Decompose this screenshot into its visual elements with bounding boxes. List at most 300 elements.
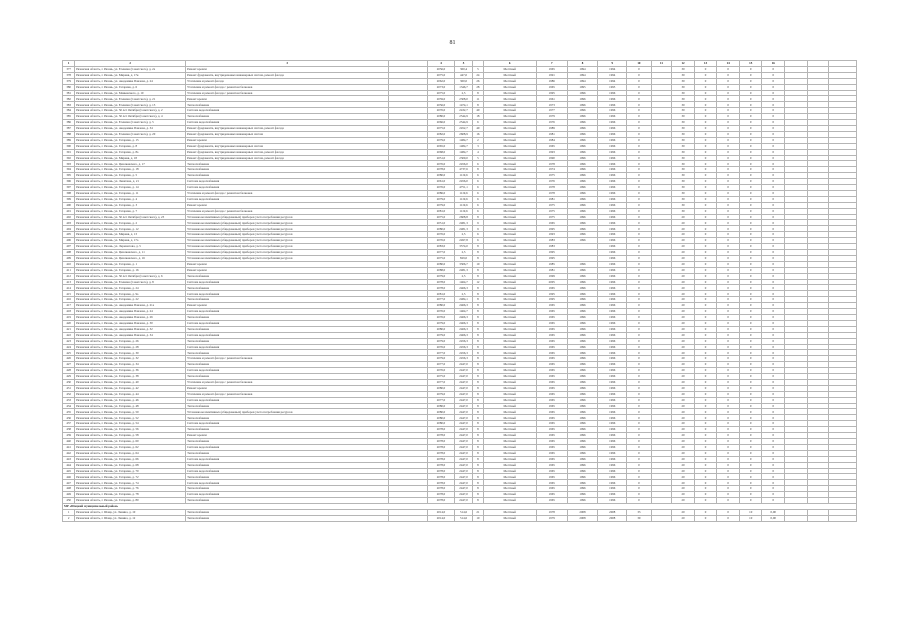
table-cell: 0 [717,267,740,273]
table-cell: Местный [483,267,536,273]
table-cell: 0 [739,444,762,450]
table-cell: Рязанская область, г. Рязань, ул. Гагарина, д. 44 [75,391,186,397]
table-cell: 2080,0 [428,409,455,415]
table-cell: 0 [717,149,740,155]
table-cell [651,515,672,521]
table-cell: 0 [694,462,717,468]
table-cell: Рязанская область, г. Рязань, ул. Гагарина, д. 58 [75,433,186,439]
table-cell: 0 [762,368,785,374]
table-cell: 2481,3 [454,220,472,226]
table-cell: 1996 [598,444,627,450]
table-cell: 1996 [598,226,627,232]
table-cell: 1484,7 [454,149,472,155]
table-cell: 1996 [598,492,627,498]
table-cell: Рязанская область, г. Рязань, ул. Академика Павлова, д. 24 [75,309,186,315]
table-cell [785,515,808,521]
table-cell: 2080,0 [428,326,455,332]
table-cell: 1996 [567,309,598,315]
table-cell: 8 [473,498,483,504]
table-cell: Ремонт кровли [186,137,389,143]
table-cell: 20 [672,456,695,462]
table-cell: 0 [627,78,652,84]
table-cell: 2456,0 [454,179,472,185]
table-cell: 0 [694,226,717,232]
table-cell: 1965 [536,66,567,72]
table-cell: 2076,0 [428,232,455,238]
table-cell: 0 [627,350,652,356]
table-cell: 10 [739,509,762,515]
table-cell: 10 [473,261,483,267]
column-header: 4 [428,61,455,67]
table-cell: Местный [483,255,536,261]
table-cell: 30 [672,149,695,155]
table-cell: 1996 [598,238,627,244]
table-cell: 1996 [598,326,627,332]
table-cell: 0 [694,190,717,196]
table-cell: 1995 [536,291,567,297]
table-cell: 1996 [598,498,627,504]
table-cell: Рязанская область, г. Рязань, ул. Гагарина, д. 7 [75,208,186,214]
table-cell: 2452,7 [454,125,472,131]
table-cell: 1965 [536,326,567,332]
table-cell: 0 [627,267,652,273]
table-cell: 0 [694,368,717,374]
table-cell: 0 [627,391,652,397]
table-cell: 391 [63,149,75,155]
table-cell: 0 [762,143,785,149]
table-cell: 1996 [598,338,627,344]
table-cell: 0 [627,444,652,450]
table-cell: 0 [627,255,652,261]
table-cell: 0 [739,255,762,261]
table-cell: 0 [762,468,785,474]
table-cell: 12 [473,279,483,285]
table-cell: 1996 [567,385,598,391]
table-cell: 8 [473,444,483,450]
table-cell: 1996 [598,114,627,120]
table-cell: 0 [717,385,740,391]
column-header: 16 [762,61,785,67]
table-cell: 0 [694,244,717,250]
table-cell: 2080,0 [428,385,455,391]
table-cell: 6 [473,208,483,214]
table-cell: 1996 [598,439,627,445]
table-cell: Местный [483,303,536,309]
table-cell: 2076,0 [428,344,455,350]
table-cell: 2447,0 [454,433,472,439]
table-cell: 380 [63,84,75,90]
table-cell: Местный [483,208,536,214]
table-cell: 6 [473,185,483,191]
table-cell: 1996 [598,409,627,415]
table-cell: Местный [483,509,536,515]
table-cell: 1996 [598,167,627,173]
table-cell: 20 [672,486,695,492]
table-cell: 1996 [567,320,598,326]
table-cell: 0 [694,267,717,273]
table-cell: 0 [762,350,785,356]
table-cell: 0 [694,137,717,143]
table-cell: 2080,0 [428,403,455,409]
table-cell: 1996 [598,320,627,326]
table-cell: Рязанская область, г. Рязань, ул. Гагарина, д. 74 [75,480,186,486]
table-cell: 3574,0 [454,244,472,250]
table-cell: 39 [627,515,652,521]
table-cell: 0 [739,385,762,391]
table-cell: 2066,0 [428,120,455,126]
table-cell: 3 [473,143,483,149]
table-cell: 8 [473,421,483,427]
table-cell: Местный [483,66,536,72]
table-cell: 0 [739,368,762,374]
table-cell: 0 [739,120,762,126]
table-cell: Утепление и ремонт фасада с ремонтом балконов [186,190,389,196]
table-cell: 9 [473,226,483,232]
table-cell: 2447,0 [454,427,472,433]
table-cell: 0 [762,374,785,380]
table-cell: 20 [672,474,695,480]
table-cell: 20 [672,297,695,303]
table-cell: Система водоснабжения [186,120,389,126]
table-cell: Система водоснабжения [186,279,389,285]
table-cell: 1981 [536,196,567,202]
table-cell: 0 [762,161,785,167]
table-cell: Рязанская область, г. Рязань, ул. Циолковского, д. 11 [75,250,186,256]
table-cell: 829,0 [454,255,472,261]
table-cell: 8 [473,244,483,250]
table-cell: Система водоснабжения [186,468,389,474]
table-cell: 30 [672,143,695,149]
table-cell: Рязанская область, г. Рязань, ул. Гагарина, д. 5 [75,173,186,179]
table-cell: 0 [762,125,785,131]
table-cell: 2080,0 [428,114,455,120]
table-cell: 0 [717,185,740,191]
table-cell: 1999 [536,273,567,279]
table-cell: 0 [694,72,717,78]
table-cell: 1996 [598,486,627,492]
table-cell: 1996 [598,250,627,256]
table-cell: 2078,0 [428,444,455,450]
table-cell: 1996 [598,102,627,108]
table-cell: Местный [483,379,536,385]
table-cell: 0 [717,120,740,126]
table-cell: 0 [694,78,717,84]
table-cell: 0 [694,131,717,137]
table-cell: 411 [63,267,75,273]
table-cell: 8 [473,427,483,433]
table-cell: 1996 [567,456,598,462]
table-cell: 388 [63,131,75,137]
table-cell: 0 [717,486,740,492]
table-cell: 0 [694,385,717,391]
table-cell: 1984 [536,137,567,143]
table-cell: 1991 [536,72,567,78]
table-cell: 2014,0 [428,509,455,515]
table-cell: 2075,0 [428,374,455,380]
table-cell: Ремонт кровли [186,267,389,273]
table-cell: 1975 [536,208,567,214]
table-cell: 1996 [567,391,598,397]
table-cell: 1996 [567,108,598,114]
table-cell: 0 [627,90,652,96]
table-cell: 0 [717,167,740,173]
table-cell: 0 [739,285,762,291]
table-cell: 0 [694,421,717,427]
table-cell: Система водоснабжения [186,444,389,450]
table-cell: 1995 [598,84,627,90]
table-cell: 428 [63,368,75,374]
table-cell: 0 [762,108,785,114]
table-cell: 1989 [536,125,567,131]
table-cell: 447,0 [454,72,472,78]
table-cell: 1996 [598,208,627,214]
table-cell: 0 [739,433,762,439]
table-cell: Система водоснабжения [186,291,389,297]
table-cell: 2078,0 [428,468,455,474]
table-cell: 1996 [567,149,598,155]
table-cell: 0 [717,314,740,320]
table-cell: 0 [717,397,740,403]
table-cell: 8 [473,344,483,350]
table-cell: 0 [717,474,740,480]
table-cell: 1965 [536,474,567,480]
table-cell: 0 [739,84,762,90]
table-cell: 2078,0 [428,498,455,504]
table-cell: 1996 [567,261,598,267]
table-cell: 2078,0 [428,427,455,433]
table-cell: 1996 [567,338,598,344]
table-cell: 0 [694,486,717,492]
table-cell: 1995 [536,255,567,261]
table-cell: Теплоснабжение [186,462,389,468]
table-cell: Ремонт фундамента, внутридомовых инженерных систем, ремонт фасада [186,72,389,78]
table-cell: 2077,0 [428,362,455,368]
table-cell: Система водоснабжения [186,344,389,350]
table-cell: Местный [483,297,536,303]
table-cell: Ремонт кровли [186,385,389,391]
table-cell: 0 [717,433,740,439]
table-cell: 0 [739,362,762,368]
table-cell: Местный [483,250,536,256]
table-cell: 1994 [598,72,627,78]
document-table-wrapper [62,60,857,522]
table-cell: 2456,3 [454,356,472,362]
table-cell: Теплоснабжение [186,486,389,492]
table-cell: 0 [762,84,785,90]
table-cell: 0 [762,498,785,504]
table-cell: 383 [63,102,75,108]
table-cell: Теплоснабжение [186,374,389,380]
table-cell: Ремонт фундамента, внутридомовых инженерных систем, ремонт фасада [186,149,389,155]
table-cell: 0 [627,261,652,267]
table-cell: 0 [739,238,762,244]
table-cell: Теплоснабжение [186,102,389,108]
table-cell: 0 [627,468,652,474]
table-cell: 20 [672,226,695,232]
table-cell: 6 [473,202,483,208]
table-cell: 1996 [567,190,598,196]
table-cell: 0 [694,480,717,486]
table-cell: Местный [483,244,536,250]
table-cell: 8 [473,403,483,409]
table-cell: 440 [63,439,75,445]
table-cell: 20 [672,326,695,332]
table-cell: Утепление и ремонт фасада [186,78,389,84]
table-cell: 0 [627,344,652,350]
table-cell [807,515,829,521]
table-cell: Местный [483,374,536,380]
table-cell: Теплоснабжение [186,498,389,504]
table-cell: 1484,7 [454,137,472,143]
table-cell: 2447,0 [454,498,472,504]
table-cell: 20 [672,509,695,515]
table-cell: 33 [627,509,652,515]
table-cell: 2481,3 [454,226,472,232]
table-cell: Теплоснабжение [186,326,389,332]
table-cell: 2083,0 [428,244,455,250]
column-header: 2 [75,61,186,67]
column-header: 14 [717,61,740,67]
table-cell: 0 [627,439,652,445]
table-cell: 1996 [598,179,627,185]
table-cell: 436 [63,415,75,421]
table-cell: 20 [672,498,695,504]
table-cell: 0 [717,297,740,303]
table-cell: 2076,0 [428,185,455,191]
table-cell: Местный [483,78,536,84]
table-cell: 1996 [598,314,627,320]
column-header: 5 [454,61,472,67]
table-cell: 0 [717,285,740,291]
table-cell: 1119,6 [454,202,472,208]
table-cell: 0 [739,403,762,409]
table-cell: Теплоснабжение [186,161,389,167]
table-cell: 425 [63,350,75,356]
table-cell: 0 [762,332,785,338]
table-cell: 0 [717,72,740,78]
table-cell: 1996 [598,480,627,486]
table-cell: 0 [627,226,652,232]
table-cell: 8 [473,379,483,385]
table-cell: 20 [672,379,695,385]
table-cell: 0 [762,173,785,179]
table-cell: 422 [63,332,75,338]
table-cell: 2447,0 [454,368,472,374]
table-cell: Рязанская область, г. Рязань, ул. Гагарина, д. 40 [75,379,186,385]
table-cell: Рязанская область, г. Рязань, ул. Есенина (Советского), д. 21 [75,96,186,102]
table-cell: 0 [717,279,740,285]
table-cell: 20 [672,279,695,285]
table-cell: Местный [483,173,536,179]
table-cell: 0 [627,385,652,391]
table-cell: 0 [762,397,785,403]
table-cell: 1996 [598,125,627,131]
table-cell: 8 [473,285,483,291]
table-cell: 0 [627,167,652,173]
table-cell: 0 [627,462,652,468]
table-cell: 0 [739,326,762,332]
table-cell: 0 [717,427,740,433]
table-cell: 398 [63,190,75,196]
table-cell: Местный [483,344,536,350]
table-cell: 1965 [536,320,567,326]
table-cell: 20 [672,250,695,256]
table-cell: 0 [694,309,717,315]
table-cell: 1975 [536,202,567,208]
table-cell: 20 [672,492,695,498]
table-cell: 20 [672,338,695,344]
table-cell: 0 [762,232,785,238]
table-cell: 2447,0 [454,492,472,498]
table-cell: 1965 [536,143,567,149]
table-cell: 1965 [536,462,567,468]
table-cell: 0 [694,297,717,303]
table-cell: Местный [483,385,536,391]
table-cell: 0 [627,409,652,415]
table-cell: 0 [717,261,740,267]
table-cell: 0 [694,149,717,155]
table-cell: 0 [739,185,762,191]
table-cell: 8 [473,409,483,415]
table-cell: 2086,0 [428,190,455,196]
table-cell: 30 [672,185,695,191]
table-cell: 0 [627,202,652,208]
table-cell: 1996 [598,427,627,433]
table-cell: 0 [739,415,762,421]
table-cell: 2077,0 [428,397,455,403]
table-cell: 2544,9 [454,114,472,120]
table-cell: 1996 [567,421,598,427]
table-cell: 20 [672,232,695,238]
table-cell: 2079,0 [428,137,455,143]
table-cell: 386 [63,120,75,126]
table-cell: 514,6 [454,515,472,521]
table-cell: 2075,0 [428,125,455,131]
table-cell: 1996 [567,444,598,450]
table-cell: 2008 [598,515,627,521]
table-cell: 0 [694,179,717,185]
table-cell: 1978 [536,190,567,196]
table-cell: 2447,0 [454,421,472,427]
table-cell: Рязанская область, г. Рязань, ул. Гагарина, д. 36 [75,368,186,374]
table-cell: 0 [627,214,652,220]
table-cell: 1996 [598,303,627,309]
table-cell: 0 [694,427,717,433]
table-cell: 0 [762,456,785,462]
table-cell: 448 [63,486,75,492]
table-cell: 20 [672,385,695,391]
table-cell: 1978 [536,509,567,515]
table-cell: 0 [627,244,652,250]
table-cell: 20 [672,427,695,433]
table-cell: Рязанская область, г. Рязань, ул. Гагарина, д. 6 [75,84,186,90]
table-cell: Местный [483,220,536,226]
table-cell: 2456,3 [454,350,472,356]
table-cell: 0 [694,143,717,149]
table-cell: 1996 [598,143,627,149]
table-cell: 0 [627,108,652,114]
table-cell: 1996 [598,391,627,397]
table-cell: 0 [717,468,740,474]
table-cell: Система водоснабжения [186,421,389,427]
table-cell: 2 [473,137,483,143]
table-cell: 401 [63,208,75,214]
table-cell: Рязанская область, г. Рязань, ул. Академика Павлова, д. 24 [75,78,186,84]
table-cell: 441 [63,444,75,450]
table-cell: Рязанская область, г. Рязань, ул. Академика Павлова, д. 21а [75,303,186,309]
table-cell: 20 [672,480,695,486]
table-cell: 0 [694,320,717,326]
